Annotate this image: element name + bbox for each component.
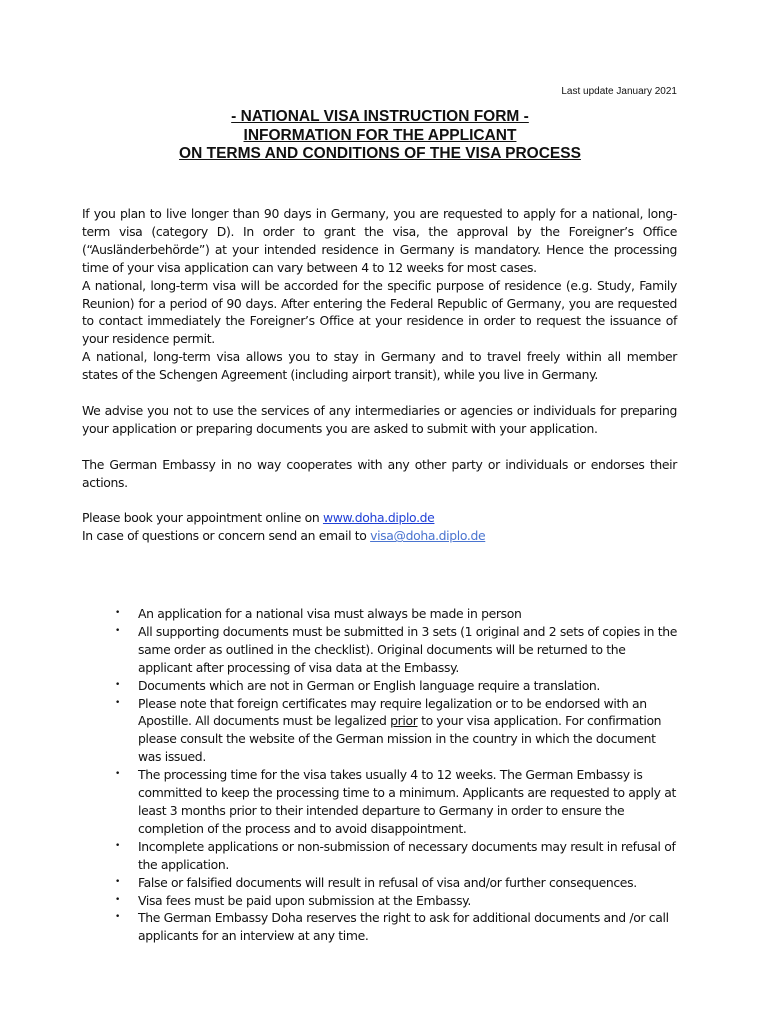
intro-paragraph-4: We advise you not to use the services of any intermediaries or agencies or individuals for preparing your application or preparing documents you are asked to submit with your application.: [82, 402, 677, 436]
spacer: [82, 491, 677, 509]
bullet-icon: •: [115, 625, 120, 636]
list-item-text: Visa fees must be paid upon submission at the Embassy.: [138, 892, 471, 908]
spacer: [82, 384, 677, 402]
list-item: [82, 605, 677, 623]
bullet-icon: •: [115, 840, 120, 851]
list-item: [82, 766, 677, 838]
intro-paragraph-3: A national, long-term visa allows you to stay in Germany and to travel freely within all member states of the Schengen Agreement (including airport transit), while you live in Germany.: [82, 349, 677, 383]
list-item: [82, 838, 677, 874]
bullet-icon: •: [115, 697, 120, 708]
list-item-text: The German Embassy Doha reserves the right to ask for additional documents and /or call applicants for an interview at any time.: [138, 910, 669, 944]
list-item: [82, 892, 677, 910]
underlined-word: prior: [390, 713, 418, 729]
document-title: [82, 108, 678, 164]
last-update-note: Last update January 2021: [561, 86, 677, 97]
title-line-2: INFORMATION FOR THE APPLICANT: [243, 126, 517, 144]
website-link[interactable]: www.doha.diplo.de: [322, 510, 435, 526]
list-item: [82, 677, 677, 695]
intro-paragraph-1: If you plan to live longer than 90 days in Germany, you are requested to apply for a national, long-term visa (category D). In order to grant the visa, the approval by the Foreigner’s Office (“Ausländerbehörde”) at your intended residence in Germany is mandatory. Hence the processing time of your visa application can vary between 4 to 12 weeks for most cases.: [82, 206, 677, 275]
intro-paragraph-5: The German Embassy in no way cooperates with any other party or individuals or endorses their actions.: [82, 456, 677, 490]
list-item-text: Documents which are not in German or English language require a translation.: [138, 677, 601, 693]
list-item-text: Incomplete applications or non-submission of necessary documents may result in refusal of the application.: [138, 838, 676, 872]
bullet-icon: •: [115, 876, 120, 887]
list-item: [82, 623, 677, 677]
bullet-icon: •: [115, 769, 120, 780]
bullet-icon: •: [115, 679, 120, 690]
spacer: [82, 438, 677, 456]
list-item-text: The processing time for the visa takes usually 4 to 12 weeks. The German Embassy is committed to keep the processing time to a minimum. Applicants are requested to apply at least 3 months prior to their intended departure to Germany in order to ensure the completion of the process and to avoid disappointment.: [138, 767, 676, 836]
list-item-text: Please note that foreign certificates may require legalization or to be endorsed with an Apostille. All documents must be legalized: [138, 695, 647, 729]
email-link[interactable]: visa@doha.diplo.de: [370, 528, 486, 544]
intro-section: [82, 205, 677, 545]
list-item: [82, 695, 677, 767]
bullet-icon: •: [115, 912, 120, 923]
intro-paragraph-2: A national, long-term visa will be accorded for the specific purpose of residence (e.g. Study, Family Reunion) for a period of 90 days. After entering the Federal Republic of Germany, you are requested to contact immediately the Foreigner’s Office at your residence in order to request the issuance of your residence permit.: [82, 277, 677, 347]
appointment-text: Please book your appointment online on: [82, 510, 323, 526]
list-item: [82, 909, 677, 945]
email-line: [82, 527, 677, 545]
bullet-icon: •: [115, 608, 120, 618]
list-item: [82, 874, 677, 892]
bullet-icon: •: [115, 894, 120, 905]
list-item-text: to your visa application. For confirmation please consult the website of the German mission in the country in which the document was issued.: [138, 713, 662, 765]
title-line-1: - NATIONAL VISA INSTRUCTION FORM -: [231, 108, 529, 125]
email-text: In case of questions or concern send an email to: [82, 528, 371, 544]
list-item-text: An application for a national visa must always be made in person: [138, 606, 522, 621]
appointment-line: [82, 509, 677, 527]
list-item-text: All supporting documents must be submitted in 3 sets (1 original and 2 sets of copies in the same order as outlined in the checklist). Original documents will be returned to the applicant after processing of visa data at the Embassy.: [138, 623, 677, 675]
title-line-3: ON TERMS AND CONDITIONS OF THE VISA PROCESS: [179, 145, 581, 162]
conditions-list: [82, 605, 677, 945]
list-item-text: False or falsified documents will result in refusal of visa and/or further consequences.: [138, 874, 637, 890]
